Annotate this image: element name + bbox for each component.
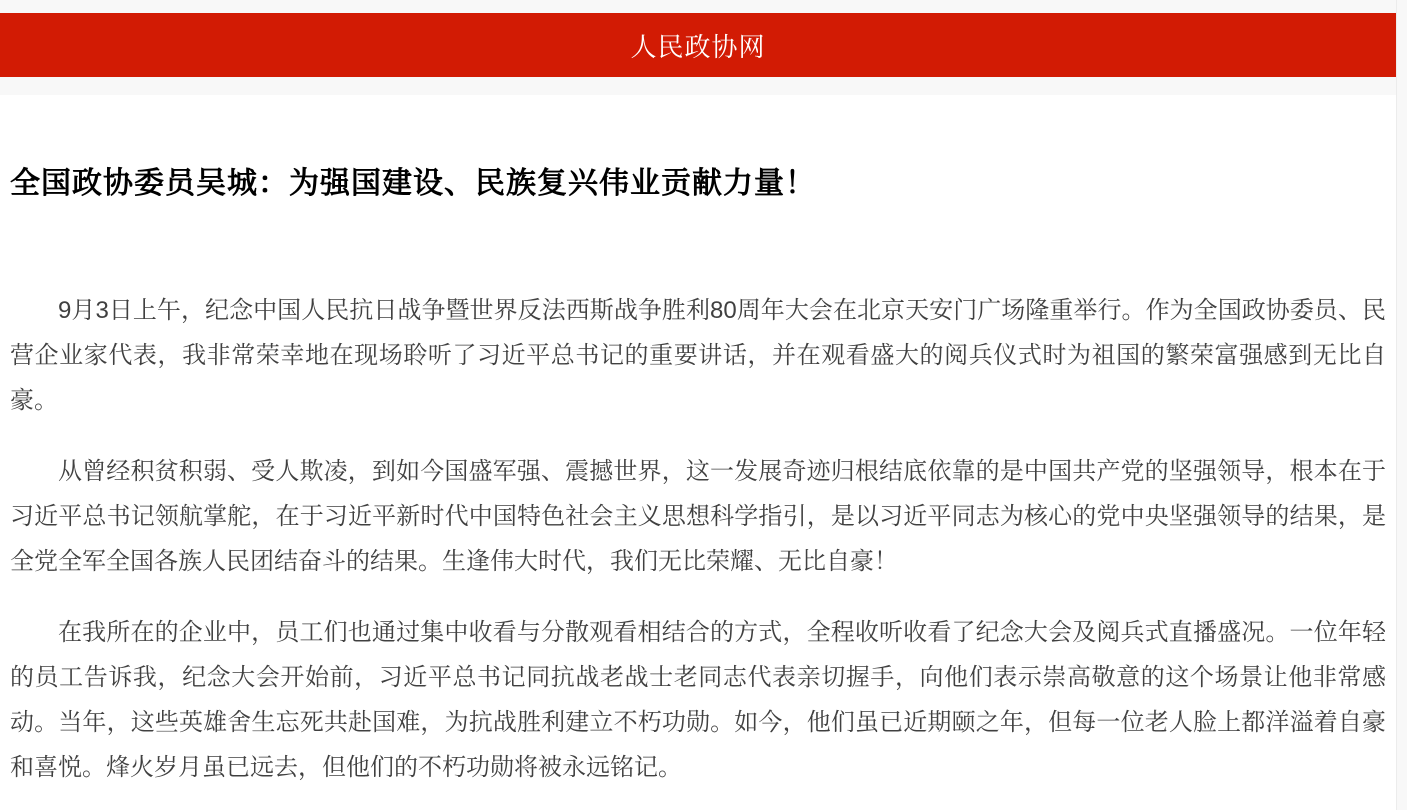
article-paragraph-3: 在我所在的企业中，员工们也通过集中收看与分散观看相结合的方式，全程收听收看了纪念大会及阅兵式直播盛况。一位年轻的员工告诉我，纪念大会开始前，习近平总书记同抗战老战士老同志代表亲切握手，向他们表示崇高敬意的这个场景让他非常感动。当年，这些英雄舍生忘死共赴国难，为抗战胜利建立不朽功勋。如今，他们虽已近期颐之年，但每一位老人脸上都洋溢着自豪和喜悦。烽火岁月虽已远去，但他们的不朽功勋将被永远铭记。 [10,619,1386,781]
article-body [10,288,1386,790]
scrollbar-track[interactable] [1396,0,1407,810]
site-name-link[interactable]: 人民政协网 [630,31,766,62]
article-paragraph-1: 9月3日上午，纪念中国人民抗日战争暨世界反法西斯战争胜利80周年大会在北京天安门广场隆重举行。作为全国政协委员、民营企业家代表，我非常荣幸地在现场聆听了习近平总书记的重要讲话，并在观看盛大的阅兵仪式时为祖国的繁荣富强感到无比自豪。 [10,297,1386,414]
site-header-bar [0,13,1396,77]
article-title: 全国政协委员吴城：为强国建设、民族复兴伟业贡献力量！ [10,167,816,200]
article-content [0,95,1396,810]
page-top-background [0,0,1407,95]
article-paragraph-2: 从曾经积贫积弱、受人欺凌，到如今国盛军强、震撼世界，这一发展奇迹归根结底依靠的是中国共产党的坚强领导，根本在于习近平总书记领航掌舵，在于习近平新时代中国特色社会主义思想科学指引，是以习近平同志为核心的党中央坚强领导的结果，是全党全军全国各族人民团结奋斗的结果。生逢伟大时代，我们无比荣耀、无比自豪！ [10,458,1386,575]
